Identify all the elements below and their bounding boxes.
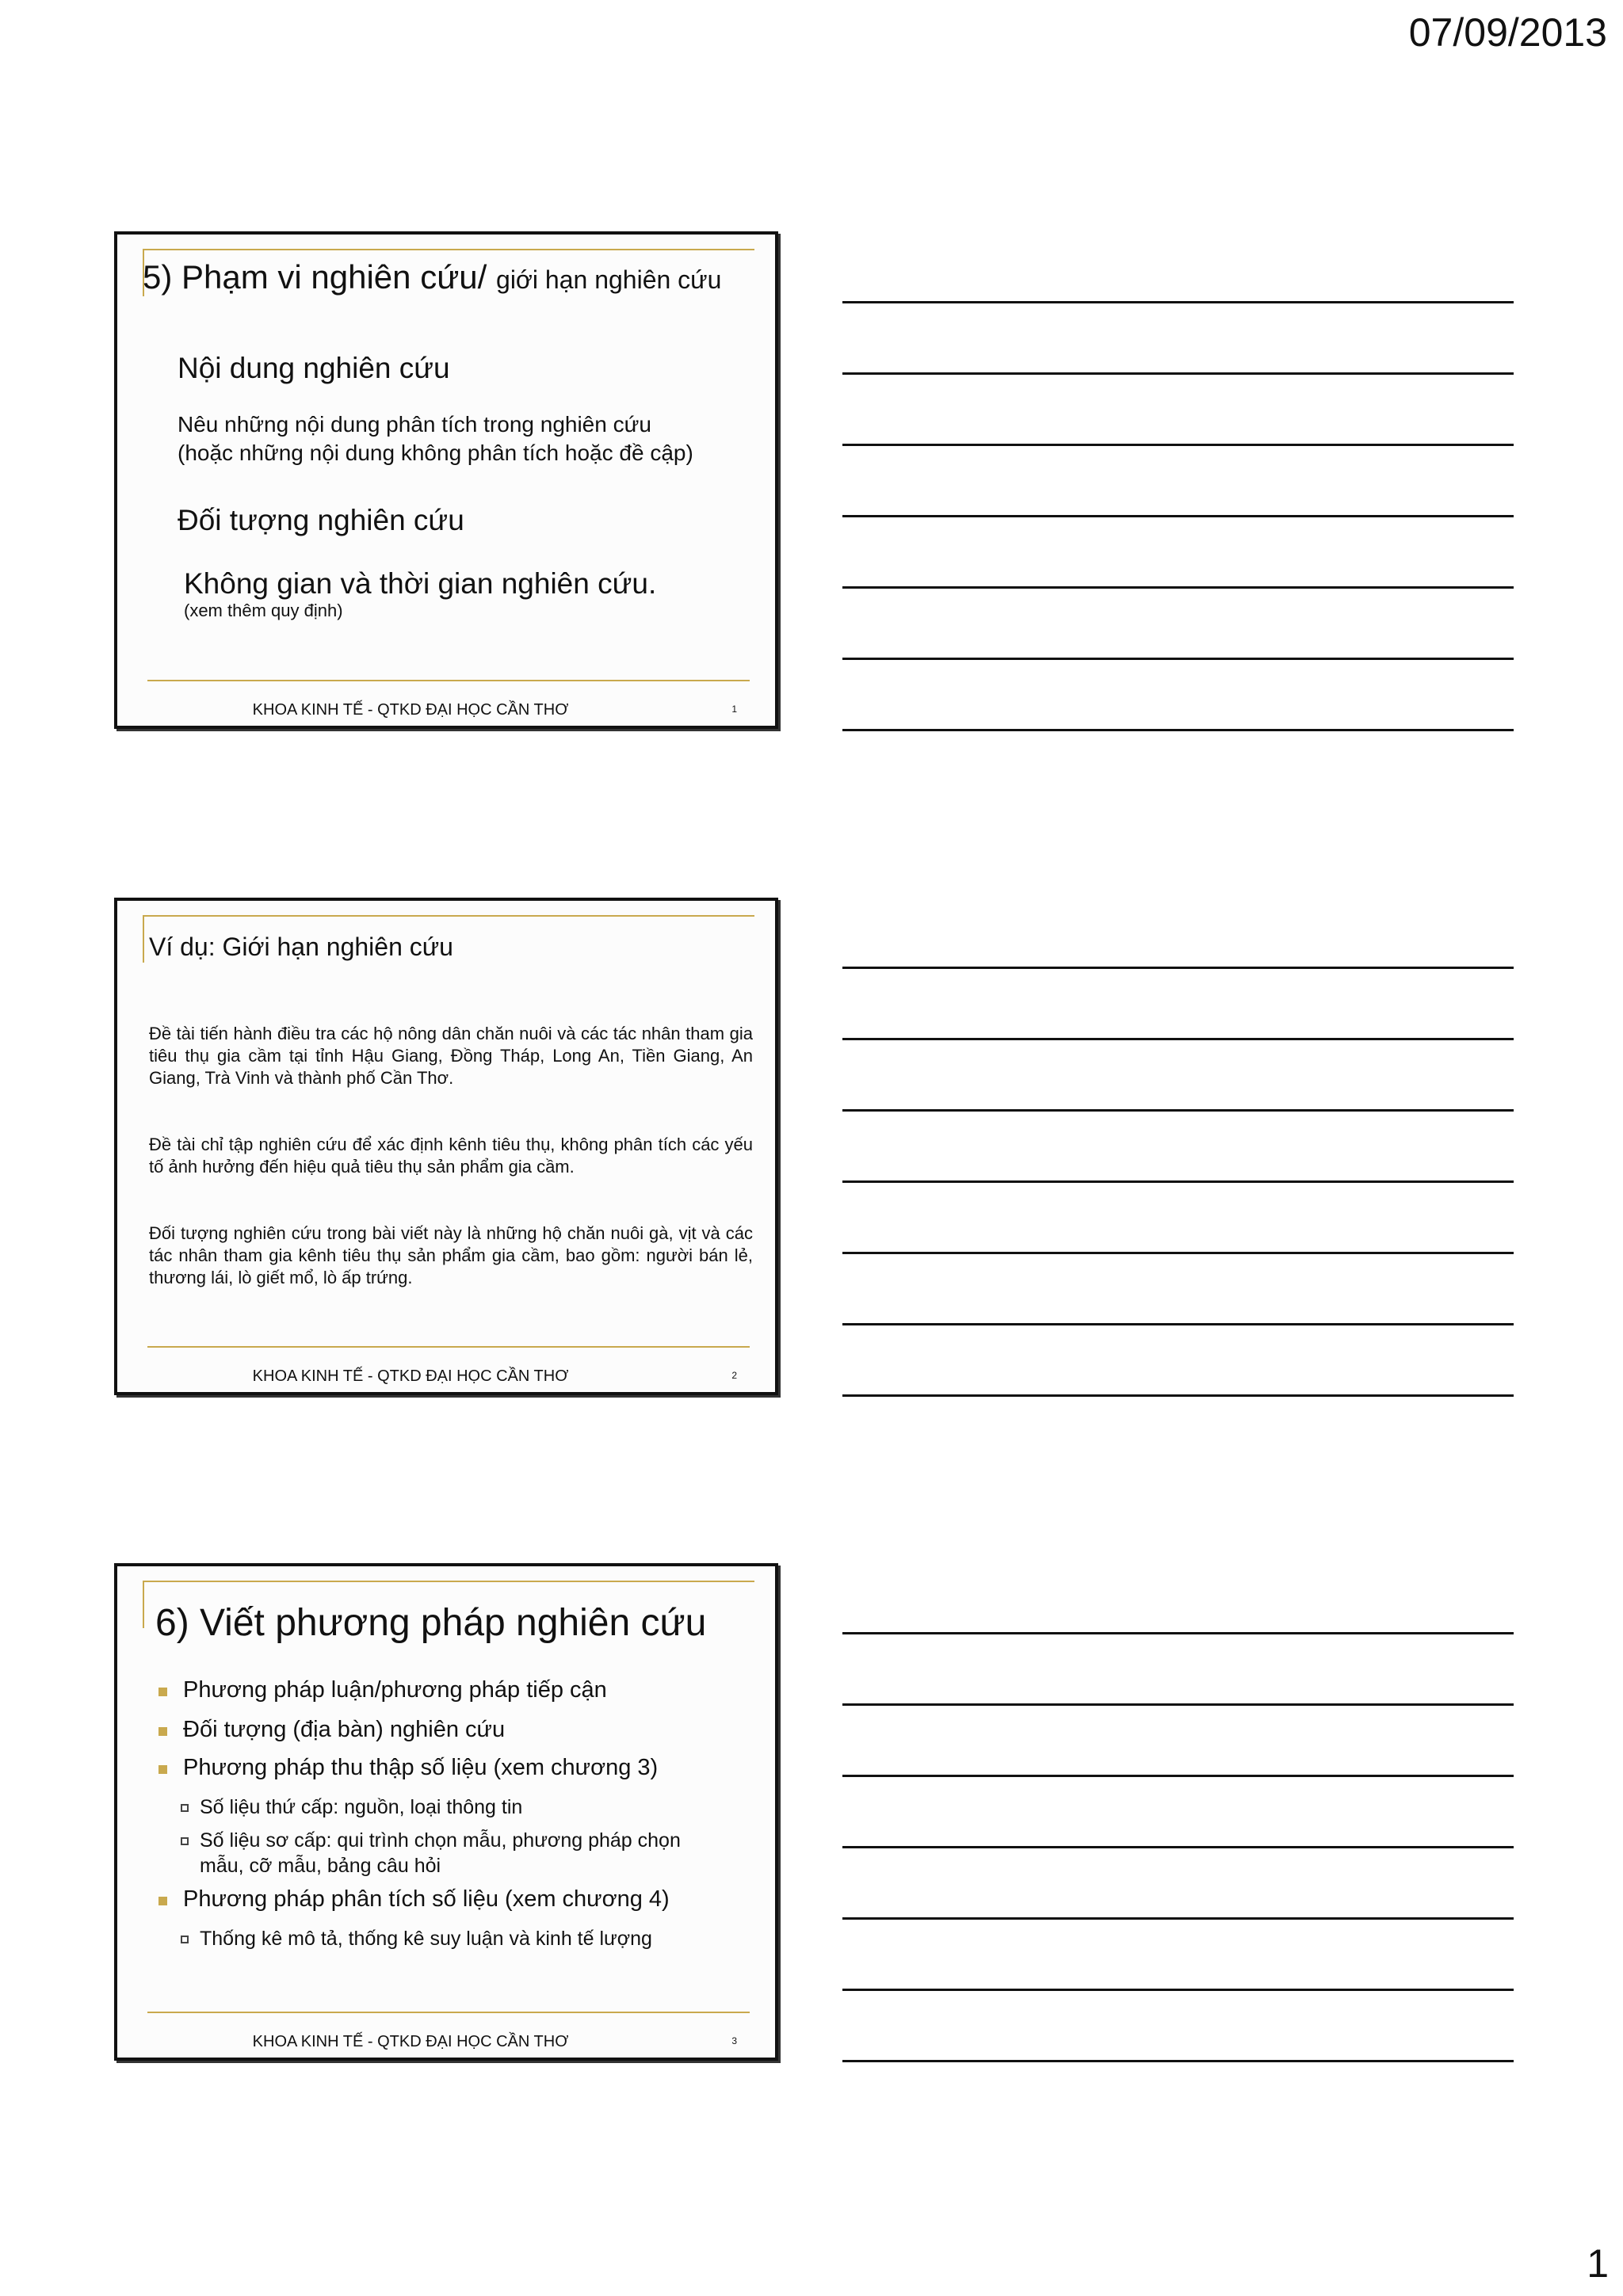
notes-lines (842, 1632, 1514, 2131)
note-line (842, 1109, 1514, 1112)
slide-footer-divider (147, 1346, 750, 1348)
slide-decoration (143, 915, 754, 917)
sub-bullet-item: Số liệu thứ cấp: nguồn, loại thông tin (181, 1794, 522, 1820)
hollow-square-bullet-icon (181, 1804, 189, 1812)
note-line (842, 1989, 1514, 1991)
note-line (842, 967, 1514, 969)
slide-title: 5) Phạm vi nghiên cứu/ giới hạn nghiên cứu (143, 258, 722, 296)
slide-footer: KHOA KINH TẾ - QTKD ĐẠI HỌC CẦN THƠ (252, 2033, 569, 2050)
slide-paragraph: Đối tượng nghiên cứu trong bài viết này là những hộ chăn nuôi gà, vịt và các tác nhân tham gia kênh tiêu thụ sản phẩm gia cầm, bao gồm: người bán lẻ, thương lái, lò giết mổ, lò ấp trứng. (149, 1223, 753, 1287)
slide-paragraph: Đề tài tiến hành điều tra các hộ nông dân chăn nuôi và các tác nhân tham gia tiêu thụ gia cầm tại tỉnh Hậu Giang, Đồng Tháp, Long An, Tiền Giang, An Giang, Trà Vinh và thành phố Cần Thơ. (149, 1024, 753, 1088)
bullet-item: Phương pháp luận/phương pháp tiếp cận (155, 1677, 607, 1703)
note-line (842, 372, 1514, 375)
slide-1 (114, 231, 778, 729)
hollow-square-bullet-icon (181, 1837, 189, 1845)
bullet-item: Đối tượng (địa bàn) nghiên cứu (155, 1717, 505, 1743)
note-line (842, 1252, 1514, 1254)
slide-number: 2 (731, 1370, 737, 1381)
bullet-item: Phương pháp phân tích số liệu (xem chương 4) (155, 1886, 670, 1913)
slide-2 (114, 898, 778, 1395)
note-line (842, 1038, 1514, 1040)
slide-note: (xem thêm quy định) (184, 601, 343, 620)
slide-number: 1 (731, 704, 737, 715)
slide-footer: KHOA KINH TẾ - QTKD ĐẠI HỌC CẦN THƠ (252, 701, 569, 719)
slide-paragraph: Nêu những nội dung phân tích trong nghiên cứu (hoặc những nội dung không phân tích hoặc đề cập) (178, 412, 693, 465)
bullet-square-icon (158, 1688, 167, 1696)
note-line (842, 444, 1514, 446)
bullet-square-icon (158, 1897, 167, 1905)
slide-decoration (143, 1581, 754, 1582)
note-line (842, 1180, 1514, 1183)
note-line (842, 1323, 1514, 1325)
note-line (842, 1917, 1514, 1920)
note-line (842, 2060, 1514, 2062)
note-line (842, 658, 1514, 660)
bullet-square-icon (158, 1765, 167, 1774)
hollow-square-bullet-icon (181, 1936, 189, 1943)
sub-bullet-item: Thống kê mô tả, thống kê suy luận và kinh tế lượng (181, 1926, 652, 1951)
slide-footer-divider (147, 680, 750, 681)
note-line (842, 1846, 1514, 1848)
page-number: 1 (1587, 2241, 1609, 2286)
bullet-square-icon (158, 1727, 167, 1736)
notes-lines (842, 301, 1514, 800)
note-line (842, 1703, 1514, 1706)
note-line (842, 1394, 1514, 1397)
note-line (842, 301, 1514, 303)
slide-footer: KHOA KINH TẾ - QTKD ĐẠI HỌC CẦN THƠ (252, 1367, 569, 1385)
slide-footer-divider (147, 2012, 750, 2013)
slide-heading: Không gian và thời gian nghiên cứu. (184, 567, 657, 600)
note-line (842, 1775, 1514, 1777)
slide-heading: Đối tượng nghiên cứu (178, 504, 464, 536)
slide-number: 3 (731, 2035, 737, 2046)
note-line (842, 515, 1514, 517)
bullet-item: Phương pháp thu thập số liệu (xem chương 3) (155, 1755, 658, 1781)
slide-3 (114, 1563, 778, 2061)
slide-title: Ví dụ: Giới hạn nghiên cứu (149, 933, 453, 961)
slide-paragraph: Đề tài chỉ tập nghiên cứu để xác định kênh tiêu thụ, không phân tích các yếu tố ảnh hưởng đến hiệu quả tiêu thụ sản phẩm gia cầm. (149, 1135, 753, 1177)
slide-title: 6) Viết phương pháp nghiên cứu (155, 1602, 707, 1644)
note-line (842, 729, 1514, 731)
slide-decoration (143, 915, 144, 963)
slide-decoration (143, 249, 754, 250)
sub-bullet-item: Số liệu sơ cấp: qui trình chọn mẫu, phương pháp chọn mẫu, cỡ mẫu, bảng câu hỏi (181, 1828, 704, 1878)
note-line (842, 586, 1514, 589)
note-line (842, 1632, 1514, 1634)
slide-decoration (143, 1581, 144, 1628)
slide-heading: Nội dung nghiên cứu (178, 352, 450, 384)
notes-lines (842, 967, 1514, 1466)
page-date: 07/09/2013 (1408, 10, 1607, 55)
